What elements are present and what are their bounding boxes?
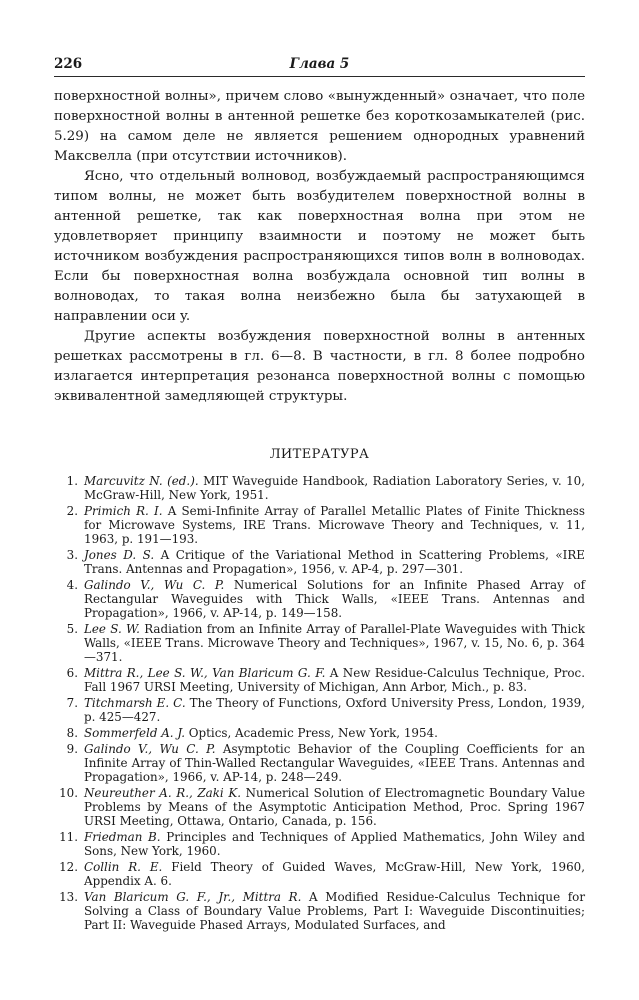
chapter-title: Глава 5 xyxy=(289,56,350,72)
reference-citation: A Modified Residue-Calculus Technique for Solving a Class of Boundary Value Problems, Part I: Waveguide Discontinuities; Part II: Waveguide Phased Arrays, Modulated Surfaces, and xyxy=(84,890,585,932)
reference-text xyxy=(84,666,585,694)
reference-text xyxy=(84,890,585,932)
reference-number: 9. xyxy=(66,742,78,756)
paragraph: поверхностной волны», причем слово «вынужденный» означает, что поле поверхностной волны в антенной решетке без короткозамыкателей (рис. 5.29) на самом деле не является решением однородных уравнений Максвелла (при отсутствии источников). xyxy=(54,89,585,164)
reference-authors: Sommerfeld A. J. xyxy=(84,726,185,740)
reference-citation: A New Residue-Calculus Technique, Proc. Fall 1967 URSI Meeting, University of Michigan, Ann Arbor, Mich., p. 83. xyxy=(84,666,585,694)
reference-citation: Field Theory of Guided Waves, McGraw-Hill, New York, 1960, Appendix A. 6. xyxy=(84,860,586,888)
page-number: 226 xyxy=(54,56,83,72)
reference-number: 4. xyxy=(66,578,78,592)
paragraph: Ясно, что отдельный волновод, возбуждаемый распространяющимся типом волны, не может быть возбудителем поверхностной волны в антенной решетке, так как поверхностная волна при этом не удовлетворяет принципу взаимности и поэтому не может быть источником возбуждения распространяющихся типов волн в волноводах. Если бы поверхностная волна возбуждала основной тип волны в волноводах, то такая волна неизбежно была бы затухающей в направлении оси y. xyxy=(54,169,585,324)
reference-text xyxy=(84,548,585,576)
reference-item xyxy=(54,830,585,858)
reference-number: 8. xyxy=(66,726,78,740)
reference-authors: Galindo V., Wu C. P. xyxy=(84,742,216,756)
reference-citation: Numerical Solutions for an Infinite Phased Array of Rectangular Waveguides with Thick Walls, «IEEE Trans. Antennas and Propagation», 1966, v. AP-14, p. 149—158. xyxy=(84,578,586,620)
reference-number: 2. xyxy=(66,504,78,518)
reference-citation: Numerical Solution of Electromagnetic Boundary Value Problems by Means of the Asymptotic Anticipation Method, Proc. Spring 1967 URSI Meeting, Ottawa, Ontario, Canada, p. 156. xyxy=(84,786,585,828)
reference-authors: Neureuther A. R., Zaki K. xyxy=(84,786,242,800)
paragraph: Другие аспекты возбуждения поверхностной волны в антенных решетках рассмотрены в гл. 6—8. В частности, в гл. 8 более подробно излагается интерпретация резонанса поверхностной волны с помощью эквивалентной замедляющей структуры. xyxy=(54,329,585,404)
book-page xyxy=(54,54,585,934)
reference-authors: Titchmarsh E. C. xyxy=(84,696,186,710)
reference-citation: The Theory of Functions, Oxford University Press, London, 1939, p. 425—427. xyxy=(84,696,585,724)
reference-item xyxy=(54,578,585,620)
reference-text xyxy=(84,504,585,546)
reference-text xyxy=(84,474,585,502)
reference-item xyxy=(54,890,585,932)
reference-number: 10. xyxy=(59,786,78,800)
reference-text xyxy=(84,860,585,888)
reference-item xyxy=(54,504,585,546)
reference-item xyxy=(54,786,585,828)
reference-text xyxy=(84,786,585,828)
reference-authors: Collin R. E. xyxy=(84,860,163,874)
reference-authors: Mittra R., Lee S. W., Van Blaricum G. F. xyxy=(84,666,326,680)
reference-item xyxy=(54,666,585,694)
reference-item xyxy=(54,548,585,576)
reference-text xyxy=(84,830,585,858)
running-head xyxy=(54,54,585,77)
reference-number: 3. xyxy=(66,548,78,562)
reference-item xyxy=(54,742,585,784)
reference-authors: Primich R. I. xyxy=(84,504,163,518)
references-list xyxy=(54,474,585,932)
reference-item xyxy=(54,474,585,502)
reference-text xyxy=(84,726,585,740)
reference-number: 6. xyxy=(66,666,78,680)
references-heading: ЛИТЕРАТУРА xyxy=(269,447,370,462)
reference-citation: Principles and Techniques of Applied Mathematics, John Wiley and Sons, New York, 1960. xyxy=(84,830,585,858)
reference-text xyxy=(84,622,585,664)
reference-text xyxy=(84,696,585,724)
body-text xyxy=(54,87,585,407)
reference-number: 1. xyxy=(66,474,78,488)
reference-citation: A Semi-Infinite Array of Parallel Metallic Plates of Finite Thickness for Microwave Systems, IRE Trans. Microwave Theory and Techniques, v. 11, 1963, p. 191—193. xyxy=(84,504,586,546)
reference-authors: Marcuvitz N. (ed.). xyxy=(84,474,199,488)
reference-citation: Optics, Academic Press, New York, 1954. xyxy=(184,726,438,740)
reference-item xyxy=(54,726,585,740)
reference-item xyxy=(54,696,585,724)
reference-item xyxy=(54,860,585,888)
reference-number: 7. xyxy=(66,696,78,710)
reference-number: 5. xyxy=(66,622,78,636)
reference-number: 12. xyxy=(59,860,78,874)
reference-authors: Friedman B. xyxy=(84,830,161,844)
reference-citation: Radiation from an Infinite Array of Parallel-Plate Waveguides with Thick Walls, «IEEE Trans. Microwave Theory and Techniques», 1967, v. 15, No. 6, p. 364—371. xyxy=(84,622,585,664)
reference-number: 13. xyxy=(59,890,78,904)
reference-text xyxy=(84,742,585,784)
reference-authors: Galindo V., Wu C. P. xyxy=(84,578,225,592)
reference-citation: A Critique of the Variational Method in Scattering Problems, «IRE Trans. Antennas and Propagation», 1956, v. AP-4, p. 297—301. xyxy=(84,548,585,576)
reference-item xyxy=(54,622,585,664)
reference-authors: Lee S. W. xyxy=(84,622,140,636)
reference-text xyxy=(84,578,585,620)
reference-authors: Jones D. S. xyxy=(84,548,155,562)
reference-authors: Van Blaricum G. F., Jr., Mittra R. xyxy=(84,890,302,904)
reference-citation: MIT Waveguide Handbook, Radiation Laboratory Series, v. 10, McGraw-Hill, New York, 1951. xyxy=(84,474,585,502)
reference-number: 11. xyxy=(59,830,78,844)
reference-citation: Asymptotic Behavior of the Coupling Coefficients for an Infinite Array of Thin-Walled Rectangular Waveguides, «IEEE Trans. Antennas and Propagation», 1966, v. AP-14, p. 248—249. xyxy=(84,742,585,784)
